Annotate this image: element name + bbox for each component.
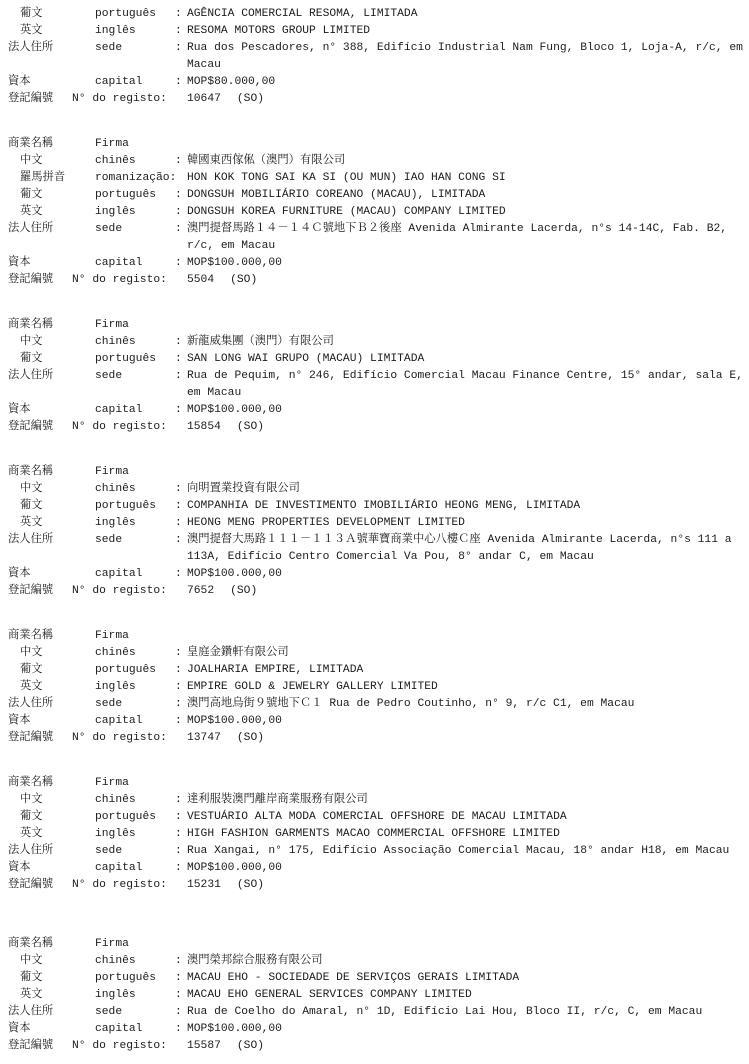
label-english-zh: 英文 (20, 828, 43, 840)
label-capital-zh: 資本 (8, 404, 31, 416)
registration-row (0, 1038, 749, 1055)
label-address-zh: 法人住所 (8, 534, 54, 546)
company-capital: MOP$100.000,00 (187, 404, 282, 416)
address-row (0, 843, 749, 860)
registration-value (187, 1038, 749, 1055)
company-name-english: HIGH FASHION GARMENTS MACAO COMMERCIAL OFFSHORE LIMITED (187, 828, 560, 840)
company-entry (0, 317, 749, 436)
label-registo-pt: N° do registo: (72, 93, 167, 105)
capital-row (0, 713, 749, 730)
label-chinese-pt: chinês (95, 483, 136, 495)
label-registo-zh: 登記編號 (8, 585, 54, 597)
registration-suffix: (SO) (236, 732, 265, 744)
label-capital-pt: capital (95, 1023, 143, 1035)
registration-row (0, 91, 749, 108)
label-portuguese-pt: português (95, 8, 157, 20)
company-name-english: DONGSUH KOREA FURNITURE (MACAU) COMPANY LIMITED (187, 206, 506, 218)
english-name-row (0, 679, 749, 696)
company-address: 澳門提督大馬路１１１－１１３Ａ號華寶商業中心八樓Ｃ座 Avenida Almirante Lacerda, n°s 111 a 113A, Edifício Centro Comercial Va Pou, 8° andar C, em Macau (187, 534, 732, 563)
registration-number: 15854 (187, 421, 221, 433)
company-name-portuguese: AGÊNCIA COMERCIAL RESOMA, LIMITADA (187, 8, 418, 20)
company-name-chinese: 澳門榮邦綜合服務有限公司 (187, 955, 323, 967)
label-portuguese-zh: 葡文 (20, 189, 43, 201)
label-portuguese-pt: português (95, 972, 157, 984)
colon-separator: : (175, 353, 182, 365)
portuguese-name-row (0, 351, 749, 368)
label-address-zh: 法人住所 (8, 223, 54, 235)
company-capital: MOP$100.000,00 (187, 568, 282, 580)
label-portuguese-pt: português (95, 189, 157, 201)
label-chinese-zh: 中文 (20, 336, 43, 348)
chinese-name-row (0, 645, 749, 662)
registration-value (187, 419, 749, 436)
label-chinese-pt: chinês (95, 155, 136, 167)
company-name-chinese: 皇庭金鑽軒有限公司 (187, 647, 289, 659)
company-name-romanized: HON KOK TONG SAI KA SI (OU MUN) IAO HAN CONG SI (187, 172, 506, 184)
colon-separator: : (175, 681, 182, 693)
company-name-portuguese: VESTUÁRIO ALTA MODA COMERCIAL OFFSHORE DE MACAU LIMITADA (187, 811, 567, 823)
colon-separator: : (175, 811, 182, 823)
label-capital-pt: capital (95, 257, 143, 269)
label-capital-zh: 資本 (8, 715, 31, 727)
english-name-row (0, 23, 749, 40)
label-firma-pt: Firma (95, 466, 129, 478)
label-registo-zh: 登記編號 (8, 1040, 54, 1052)
colon-separator: : (175, 845, 182, 857)
colon-separator: : (175, 664, 182, 676)
label-capital-zh: 資本 (8, 257, 31, 269)
label-portuguese-zh: 葡文 (20, 353, 43, 365)
label-english-pt: inglês (95, 989, 136, 1001)
label-address-pt: sede (95, 223, 123, 235)
company-entry (0, 464, 749, 600)
company-entry (0, 628, 749, 747)
label-chinese-pt: chinês (95, 794, 136, 806)
registration-suffix: (SO) (230, 585, 258, 597)
label-english-zh: 英文 (20, 681, 43, 693)
capital-row (0, 1021, 749, 1038)
registration-value (187, 272, 749, 289)
label-registo-pt: N° do registo: (72, 732, 167, 744)
registration-value (187, 91, 749, 108)
label-portuguese-pt: português (95, 500, 157, 512)
colon-separator: : (175, 698, 182, 710)
label-capital-pt: capital (95, 568, 143, 580)
label-portuguese-zh: 葡文 (20, 664, 43, 676)
label-chinese-zh: 中文 (20, 483, 43, 495)
registration-suffix: (SO) (230, 274, 258, 286)
colon-separator: : (175, 517, 182, 529)
company-capital: MOP$100.000,00 (187, 715, 282, 727)
label-capital-pt: capital (95, 404, 143, 416)
colon-separator: : (175, 223, 182, 235)
firma-header-row (0, 775, 749, 792)
colon-separator: : (175, 862, 182, 874)
label-registo-zh: 登記編號 (8, 732, 54, 744)
company-name-chinese: 向明置業投資有限公司 (187, 483, 300, 495)
company-address: 澳門提督馬路１４－１４Ｃ號地下Ｂ２後座 Avenida Almirante Lacerda, n°s 14-14C, Fab. B2, r/c, em Macau (187, 223, 728, 252)
label-firma-zh: 商業名稱 (8, 938, 54, 950)
english-name-row (0, 515, 749, 532)
company-entry (0, 6, 749, 108)
label-address-pt: sede (95, 42, 123, 54)
label-chinese-pt: chinês (95, 955, 136, 967)
chinese-name-row (0, 481, 749, 498)
registration-value (187, 583, 749, 600)
company-name-english: EMPIRE GOLD & JEWELRY GALLERY LIMITED (187, 681, 438, 693)
label-capital-zh: 資本 (8, 862, 31, 874)
label-english-pt: inglês (95, 206, 136, 218)
registration-row (0, 877, 749, 894)
company-entry (0, 136, 749, 289)
label-address-pt: sede (95, 698, 123, 710)
company-entry (0, 936, 749, 1055)
registration-row (0, 730, 749, 747)
colon-separator: : (175, 336, 182, 348)
label-address-zh: 法人住所 (8, 1006, 54, 1018)
label-english-pt: inglês (95, 517, 136, 529)
label-portuguese-zh: 葡文 (20, 811, 43, 823)
label-chinese-zh: 中文 (20, 794, 43, 806)
label-registo-zh: 登記編號 (8, 93, 54, 105)
label-firma-pt: Firma (95, 138, 129, 150)
label-chinese-zh: 中文 (20, 647, 43, 659)
company-address: Rua de Coelho do Amaral, n° 1D, Edifício Lai Hou, Bloco II, r/c, C, em Macau (187, 1006, 703, 1018)
company-name-portuguese: DONGSUH MOBILIÁRIO COREANO (MACAU), LIMITADA (187, 189, 486, 201)
label-portuguese-zh: 葡文 (20, 500, 43, 512)
label-english-zh: 英文 (20, 517, 43, 529)
capital-row (0, 402, 749, 419)
capital-row (0, 860, 749, 877)
label-chinese-zh: 中文 (20, 155, 43, 167)
colon-separator: : (175, 534, 182, 546)
chinese-name-row (0, 334, 749, 351)
english-name-row (0, 826, 749, 843)
label-english-pt: inglês (95, 681, 136, 693)
label-address-pt: sede (95, 1006, 123, 1018)
company-name-english: MACAU EHO GENERAL SERVICES COMPANY LIMITED (187, 989, 472, 1001)
address-row (0, 221, 749, 255)
company-capital: MOP$100.000,00 (187, 862, 282, 874)
company-name-english: HEONG MENG PROPERTIES DEVELOPMENT LIMITED (187, 517, 465, 529)
firma-header-row (0, 136, 749, 153)
registration-number: 5504 (187, 274, 215, 286)
label-registo-pt: N° do registo: (72, 585, 167, 597)
label-portuguese-pt: português (95, 664, 157, 676)
label-capital-zh: 資本 (8, 1023, 31, 1035)
label-registo-pt: N° do registo: (72, 274, 167, 286)
label-romanization-zh: 羅馬拼音 (20, 172, 66, 184)
colon-separator: : (175, 989, 182, 1001)
label-capital-pt: capital (95, 715, 143, 727)
colon-separator: : (175, 955, 182, 967)
label-english-zh: 英文 (20, 206, 43, 218)
company-name-portuguese: COMPANHIA DE INVESTIMENTO IMOBILIÁRIO HEONG MENG, LIMITADA (187, 500, 581, 512)
label-capital-zh: 資本 (8, 76, 31, 88)
registration-value (187, 730, 749, 747)
label-registo-pt: N° do registo: (72, 879, 167, 891)
label-firma-pt: Firma (95, 938, 129, 950)
label-portuguese-zh: 葡文 (20, 972, 43, 984)
english-name-row (0, 204, 749, 221)
colon-separator: : (175, 647, 182, 659)
colon-separator: : (175, 972, 182, 984)
address-row (0, 1004, 749, 1021)
colon-separator: : (175, 828, 182, 840)
colon-separator: : (175, 1006, 182, 1018)
label-address-pt: sede (95, 370, 123, 382)
portuguese-name-row (0, 970, 749, 987)
label-registo-zh: 登記編號 (8, 421, 54, 433)
company-name-portuguese: MACAU EHO - SOCIEDADE DE SERVIÇOS GERAIS LIMITADA (187, 972, 520, 984)
portuguese-name-row (0, 6, 749, 23)
label-chinese-pt: chinês (95, 336, 136, 348)
colon-separator: : (175, 483, 182, 495)
company-address: Rua Xangai, n° 175, Edifício Associação Comercial Macau, 18° andar H18, em Macau (187, 845, 730, 857)
colon-separator: : (175, 206, 182, 218)
label-portuguese-pt: português (95, 353, 157, 365)
label-firma-pt: Firma (95, 319, 129, 331)
colon-separator: : (175, 404, 182, 416)
label-firma-zh: 商業名稱 (8, 138, 54, 150)
label-english-zh: 英文 (20, 25, 43, 37)
colon-separator: : (175, 25, 182, 37)
registration-number: 15587 (187, 1040, 221, 1052)
registration-suffix: (SO) (236, 421, 265, 433)
company-address: Rua dos Pescadores, n° 388, Edifício Industrial Nam Fung, Bloco 1, Loja-A, r/c, em Macau (187, 42, 743, 71)
company-name-english: RESOMA MOTORS GROUP LIMITED (187, 25, 371, 37)
label-romanization-pt: romanização: (95, 172, 177, 184)
portuguese-name-row (0, 498, 749, 515)
registration-row (0, 272, 749, 289)
colon-separator: : (175, 794, 182, 806)
portuguese-name-row (0, 809, 749, 826)
capital-row (0, 566, 749, 583)
address-row (0, 368, 749, 402)
registration-number: 7652 (187, 585, 215, 597)
registration-value (187, 877, 749, 894)
registration-suffix: (SO) (236, 879, 265, 891)
label-firma-pt: Firma (95, 777, 129, 789)
label-firma-pt: Firma (95, 630, 129, 642)
label-capital-zh: 資本 (8, 568, 31, 580)
label-firma-zh: 商業名稱 (8, 630, 54, 642)
english-name-row (0, 987, 749, 1004)
company-name-chinese: 韓國東西傢俬（澳門）有限公司 (187, 155, 346, 167)
registration-number: 15231 (187, 879, 221, 891)
company-name-portuguese: SAN LONG WAI GRUPO (MACAU) LIMITADA (187, 353, 425, 365)
colon-separator: : (175, 500, 182, 512)
label-english-zh: 英文 (20, 989, 43, 1001)
firma-header-row (0, 628, 749, 645)
label-firma-zh: 商業名稱 (8, 466, 54, 478)
colon-separator: : (175, 155, 182, 167)
registration-row (0, 583, 749, 600)
romanization-row (0, 170, 749, 187)
label-firma-zh: 商業名稱 (8, 777, 54, 789)
portuguese-name-row (0, 187, 749, 204)
colon-separator: : (175, 189, 182, 201)
address-row (0, 532, 749, 566)
colon-separator: : (175, 76, 182, 88)
company-capital: MOP$80.000,00 (187, 76, 276, 88)
label-address-pt: sede (95, 845, 123, 857)
registration-suffix: (SO) (236, 93, 265, 105)
company-name-chinese: 新龍威集團（澳門）有限公司 (187, 336, 334, 348)
capital-row (0, 255, 749, 272)
label-portuguese-zh: 葡文 (20, 8, 43, 20)
label-capital-pt: capital (95, 76, 143, 88)
label-address-pt: sede (95, 534, 123, 546)
label-registo-zh: 登記編號 (8, 274, 54, 286)
chinese-name-row (0, 792, 749, 809)
company-capital: MOP$100.000,00 (187, 257, 282, 269)
label-chinese-zh: 中文 (20, 955, 43, 967)
portuguese-name-row (0, 662, 749, 679)
registration-suffix: (SO) (236, 1040, 265, 1052)
label-chinese-pt: chinês (95, 647, 136, 659)
company-name-portuguese: JOALHARIA EMPIRE, LIMITADA (187, 664, 364, 676)
company-capital: MOP$100.000,00 (187, 1023, 282, 1035)
label-portuguese-pt: português (95, 811, 157, 823)
firma-header-row (0, 317, 749, 334)
colon-separator: : (175, 257, 182, 269)
label-registo-pt: N° do registo: (72, 421, 167, 433)
colon-separator: : (175, 568, 182, 580)
company-address: 澳門高地烏街９號地下Ｃ１ Rua de Pedro Coutinho, n° 9, r/c C1, em Macau (187, 698, 635, 710)
registration-row (0, 419, 749, 436)
label-capital-pt: capital (95, 862, 143, 874)
chinese-name-row (0, 953, 749, 970)
colon-separator: : (175, 1023, 182, 1035)
address-row (0, 696, 749, 713)
address-row (0, 40, 749, 74)
colon-separator: : (175, 370, 182, 382)
firma-header-row (0, 936, 749, 953)
registration-number: 13747 (187, 732, 221, 744)
label-address-zh: 法人住所 (8, 42, 54, 54)
colon-separator: : (175, 715, 182, 727)
capital-row (0, 74, 749, 91)
registration-number: 10647 (187, 93, 221, 105)
chinese-name-row (0, 153, 749, 170)
colon-separator: : (175, 8, 182, 20)
label-address-zh: 法人住所 (8, 370, 54, 382)
firma-header-row (0, 464, 749, 481)
label-registo-zh: 登記編號 (8, 879, 54, 891)
label-address-zh: 法人住所 (8, 698, 54, 710)
label-address-zh: 法人住所 (8, 845, 54, 857)
company-address: Rua de Pequim, n° 246, Edifício Comercial Macau Finance Centre, 15° andar, sala E, em Macau (187, 370, 743, 399)
label-registo-pt: N° do registo: (72, 1040, 167, 1052)
colon-separator: : (175, 42, 182, 54)
company-name-chinese: 達利服裝澳門離岸商業服務有限公司 (187, 794, 368, 806)
label-firma-zh: 商業名稱 (8, 319, 54, 331)
label-english-pt: inglês (95, 25, 136, 37)
label-english-pt: inglês (95, 828, 136, 840)
company-entry (0, 775, 749, 894)
